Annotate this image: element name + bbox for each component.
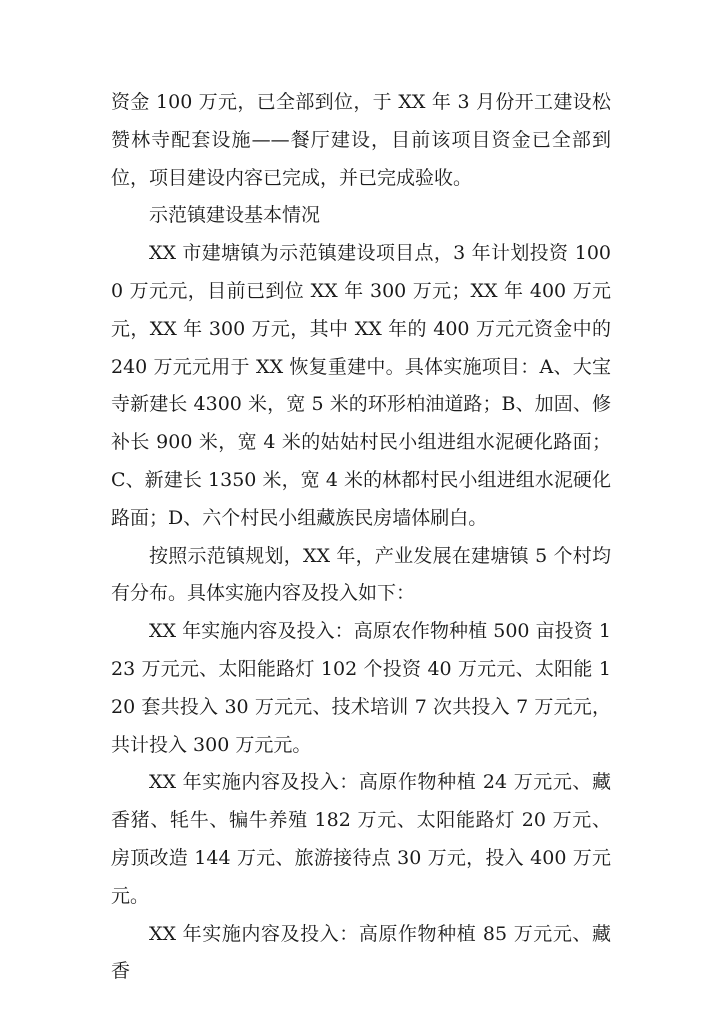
paragraph-year-investment-3: XX 年实施内容及投入：高原作物种植 85 万元元、藏香: [111, 922, 611, 983]
paragraph-funding-restaurant: 资金 100 万元，已全部到位，于 XX 年 3 月份开工建设松赞林寺配套设施——餐厅建设，目前该项目资金已全部到位，项目建设内容已完成，并已完成验收。: [111, 91, 611, 189]
paragraph-industry-plan: 按照示范镇规划，XX 年，产业发展在建塘镇 5 个村均有分布。具体实施内容及投入如下：: [111, 544, 611, 605]
paragraph-year-investment-2: XX 年实施内容及投入：高原作物种植 24 万元元、藏香猪、牦牛、犏牛养殖 182 万元、太阳能路灯 20 万元、房顶改造 144 万元、旅游接待点 30 万元，投入 400 万元元。: [111, 771, 611, 907]
paragraph-year-investment-1: XX 年实施内容及投入：高原农作物种植 500 亩投资 123 万元元、太阳能路灯 102 个投资 40 万元元、太阳能 120 套共投入 30 万元元、技术培训 7 次共投入 7 万元元，共计投入 300 万元元。: [111, 620, 611, 756]
paragraph-jiantang-projects: XX 市建塘镇为示范镇建设项目点，3 年计划投资 1000 万元元，目前已到位 XX 年 300 万元；XX 年 400 万元元，XX 年 300 万元，其中 XX 年的 400 万元元资金中的 240 万元元用于 XX 恢复重建中。具体实施项目：A、大宝寺新建长 4300 米，宽 5 米的环形柏油道路；B、加固、修补长 900 米，宽 4 米的姑姑村民小组进组水泥硬化路面；C、新建长 1350 米，宽 4 米的林都村民小组进组水泥硬化路面；D、六个村民小组藏族民房墙体刷白。: [111, 242, 611, 529]
section-heading-demonstration-town: 示范镇建设基本情况: [149, 204, 321, 227]
document-body: [111, 84, 611, 991]
